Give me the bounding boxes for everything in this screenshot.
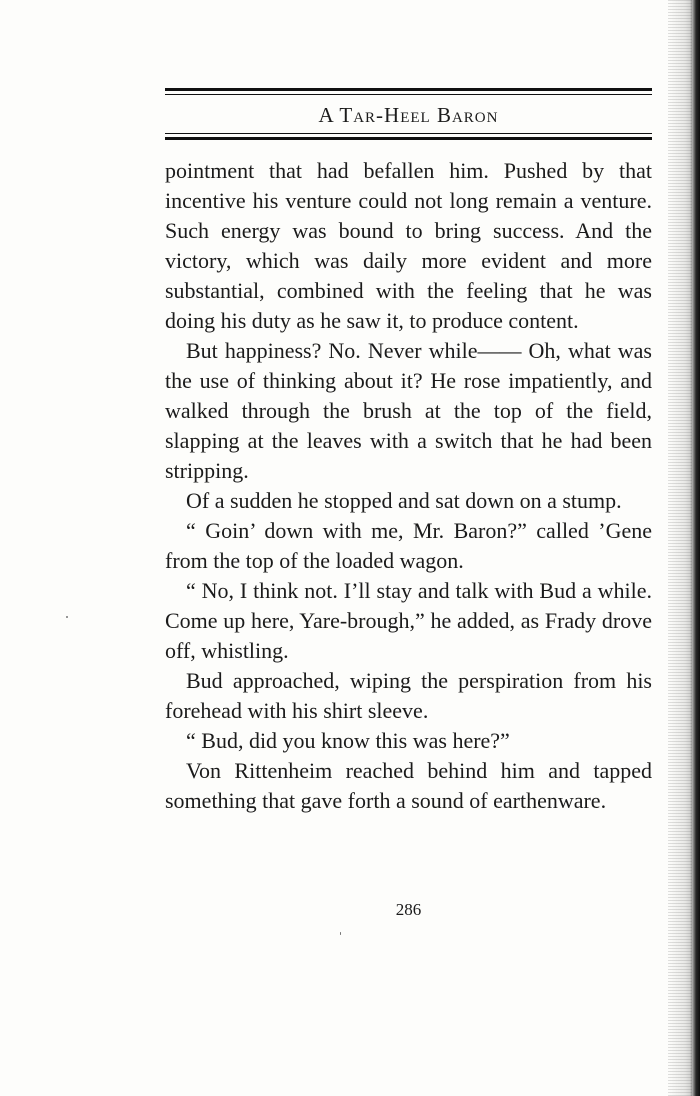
paper-speck	[66, 616, 68, 618]
header-rule-top	[165, 88, 652, 95]
paragraph-dialogue: “ Goin’ down with me, Mr. Baron?” called ’Gene from the top of the loaded wagon.	[165, 518, 652, 573]
paragraph-dialogue: “ Bud, did you know this was here?”	[186, 728, 510, 753]
body-text	[165, 156, 652, 816]
paragraph: But happiness? No. Never while—— Oh, what was the use of thinking about it? He rose impatiently, and walked through the brush at the top of the field, slapping at the leaves with a switch that he had been stripping.	[165, 338, 652, 483]
paragraph: Bud approached, wiping the perspiration from his forehead with his shirt sleeve.	[165, 668, 652, 723]
paragraph: Of a sudden he stopped and sat down on a stump.	[186, 488, 622, 513]
paragraph-continued: pointment that had befallen him. Pushed by that incentive his venture could not long remain a venture. Such energy was bound to bring success. And the victory, which was daily more evident and more substantial, combined with the feeling that he was doing his duty as he saw it, to produce content.	[165, 158, 652, 333]
paragraph: Von Rittenheim reached behind him and tapped something that gave forth a sound of earthenware.	[165, 758, 652, 813]
paragraph-dialogue: “ No, I think not. I’ll stay and talk with Bud a while. Come up here, Yare-brough,” he added, as Frady drove off, whistling.	[165, 578, 652, 663]
page-number: 286	[395, 900, 422, 919]
running-head: A Tar-Heel Baron	[318, 103, 499, 127]
paper-speck	[340, 932, 341, 935]
page-edge-shadow	[660, 0, 700, 1096]
header-rule-bottom	[165, 133, 652, 140]
